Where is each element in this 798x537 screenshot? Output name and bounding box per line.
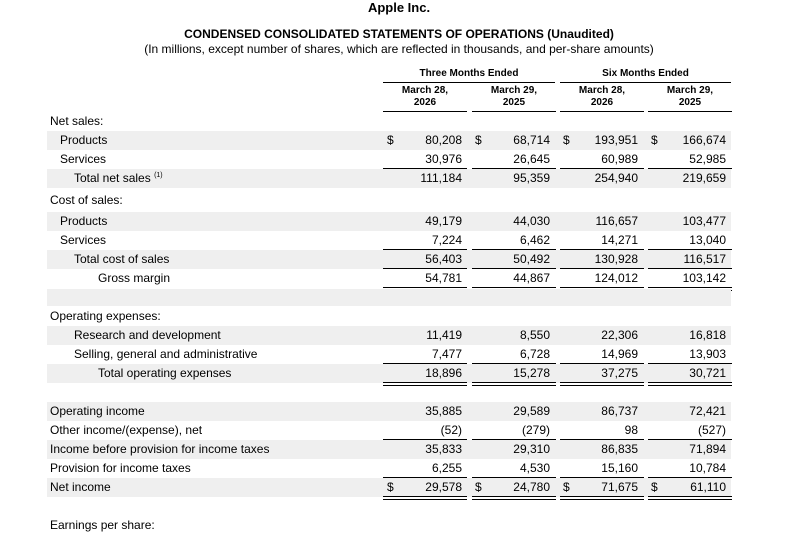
dollar-sign: $ xyxy=(651,480,658,494)
table-row-total-cost-of-sales xyxy=(47,250,731,269)
value-cell: 219,659 xyxy=(682,171,726,185)
column-header: March 29, 2025 xyxy=(490,85,538,108)
value-cell: 54,781 xyxy=(425,271,462,285)
row-label: Services xyxy=(60,152,107,166)
table-row-total-net-sales xyxy=(47,169,731,188)
value-cell: 72,421 xyxy=(689,404,726,418)
table-row-total-operating-expenses xyxy=(47,364,731,383)
value-cell: 11,419 xyxy=(426,328,462,342)
spacer-row xyxy=(47,289,731,306)
value-cell: 14,271 xyxy=(601,233,638,247)
double-underline xyxy=(472,382,556,386)
value-cell: 98 xyxy=(624,423,638,437)
double-underline xyxy=(648,382,732,386)
row-label: Total cost of sales xyxy=(74,252,170,266)
dollar-sign: $ xyxy=(475,480,482,494)
dollar-sign: $ xyxy=(387,133,394,147)
column-header: March 28, 2026 xyxy=(578,85,626,108)
dollar-sign: $ xyxy=(387,480,394,494)
value-cell: 103,142 xyxy=(682,271,726,285)
table-row-sga xyxy=(47,345,731,364)
statement-title: CONDENSED CONSOLIDATED STATEMENTS OF OPERATIONS (Unaudited) xyxy=(184,27,614,41)
value-cell: (527) xyxy=(697,423,726,437)
value-cell: 16,818 xyxy=(689,328,726,342)
value-cell: 15,278 xyxy=(513,366,550,380)
double-underline xyxy=(383,496,467,500)
table-row-research-development xyxy=(47,326,731,345)
value-cell: 24,780 xyxy=(513,480,550,494)
period-header-three-months: Three Months Ended xyxy=(419,68,519,79)
row-label: Other income/(expense), net xyxy=(50,423,203,437)
value-cell: 26,645 xyxy=(513,152,550,166)
table-row-services-cost xyxy=(47,231,731,250)
value-cell: 71,675 xyxy=(601,480,638,494)
table-row-eps-heading xyxy=(47,516,731,535)
column-header: March 29, 2025 xyxy=(666,85,714,108)
row-label: Earnings per share: xyxy=(50,518,155,532)
value-cell: 7,477 xyxy=(431,347,462,361)
period-header-six-months: Six Months Ended xyxy=(602,68,689,79)
value-cell: 52,985 xyxy=(689,152,726,166)
value-cell: 6,462 xyxy=(519,233,550,247)
value-cell: 44,030 xyxy=(513,214,550,228)
value-cell: 14,969 xyxy=(601,347,638,361)
value-cell: 10,784 xyxy=(689,461,726,475)
value-cell: 6,255 xyxy=(431,461,462,475)
row-label: Research and development xyxy=(74,328,221,342)
value-cell: (52) xyxy=(440,423,462,437)
value-cell: 95,359 xyxy=(513,171,550,185)
value-cell: 4,530 xyxy=(519,461,550,475)
row-label: Total operating expenses xyxy=(98,366,232,380)
value-cell: 254,940 xyxy=(594,171,638,185)
value-cell: (279) xyxy=(521,423,550,437)
double-underline xyxy=(383,382,467,386)
value-cell: 29,578 xyxy=(425,480,462,494)
value-cell: 80,208 xyxy=(425,133,462,147)
value-cell: 29,310 xyxy=(513,442,550,456)
table-row-operating-expenses-heading xyxy=(47,307,731,326)
value-cell: 71,894 xyxy=(689,442,726,456)
dollar-sign: $ xyxy=(563,133,570,147)
double-underline xyxy=(560,496,644,500)
table-row-products-sales xyxy=(47,131,731,150)
value-cell: 6,728 xyxy=(519,347,550,361)
value-cell: 49,179 xyxy=(425,214,462,228)
value-cell: 60,989 xyxy=(601,152,638,166)
row-label: Operating expenses: xyxy=(50,309,161,323)
table-row-income-before-taxes xyxy=(47,440,731,459)
value-cell: 22,306 xyxy=(601,328,638,342)
column-header: March 28, 2026 xyxy=(401,85,449,108)
value-cell: 68,714 xyxy=(513,133,550,147)
value-cell: 86,835 xyxy=(601,442,638,456)
value-cell: 56,403 xyxy=(425,252,462,266)
value-cell: 124,012 xyxy=(594,271,638,285)
table-row-gross-margin xyxy=(47,269,731,288)
dollar-sign: $ xyxy=(651,133,658,147)
table-row-other-income xyxy=(47,421,731,440)
row-label: Gross margin xyxy=(98,271,171,285)
row-label: Income before provision for income taxes xyxy=(50,442,270,456)
table-row-provision-taxes xyxy=(47,459,731,478)
row-label: Net sales: xyxy=(50,114,104,128)
double-underline xyxy=(472,496,556,500)
row-label: Selling, general and administrative xyxy=(74,347,258,361)
row-label: Total net sales $^{(1)}$ xyxy=(74,171,163,185)
table-row-net-income xyxy=(47,478,731,497)
table-row-cost-of-sales-heading xyxy=(47,191,731,210)
value-cell: 103,477 xyxy=(682,214,726,228)
value-cell: 30,721 xyxy=(689,366,726,380)
value-cell: 86,737 xyxy=(601,404,638,418)
value-cell: 30,976 xyxy=(425,152,462,166)
value-cell: 35,885 xyxy=(425,404,462,418)
table-row-products-cost xyxy=(47,212,731,231)
value-cell: 130,928 xyxy=(594,252,638,266)
period-underline xyxy=(560,82,731,83)
value-cell: 29,589 xyxy=(513,404,550,418)
row-label: Services xyxy=(60,233,107,247)
value-cell: 61,110 xyxy=(690,480,726,494)
value-cell: 50,492 xyxy=(513,252,550,266)
value-cell: 193,951 xyxy=(594,133,638,147)
value-cell: 37,275 xyxy=(601,366,638,380)
value-cell: 8,550 xyxy=(519,328,550,342)
table-row-net-sales-heading xyxy=(47,112,731,131)
value-cell: 15,160 xyxy=(601,461,638,475)
value-cell: 116,517 xyxy=(683,252,726,266)
row-label: Net income xyxy=(50,480,111,494)
value-cell: 13,903 xyxy=(689,347,726,361)
value-cell: 111,184 xyxy=(420,171,462,185)
table-row-services-sales xyxy=(47,150,731,169)
value-cell: 13,040 xyxy=(689,233,726,247)
value-cell: 7,224 xyxy=(431,233,462,247)
row-label: Products xyxy=(60,133,108,147)
double-underline xyxy=(560,382,644,386)
row-label: Products xyxy=(60,214,108,228)
footnote-marker: (1) xyxy=(154,172,163,179)
value-cell: 166,674 xyxy=(682,133,726,147)
value-cell: 18,896 xyxy=(425,366,462,380)
dollar-sign: $ xyxy=(563,480,570,494)
value-cell: 44,867 xyxy=(513,271,550,285)
double-underline xyxy=(648,496,732,500)
table-row-operating-income xyxy=(47,402,731,421)
row-label: Operating income xyxy=(50,404,145,418)
row-label: Provision for income taxes xyxy=(50,461,191,475)
dollar-sign: $ xyxy=(475,133,482,147)
period-underline xyxy=(383,82,555,83)
value-cell: 116,657 xyxy=(595,214,638,228)
company-name: Apple Inc. xyxy=(367,0,431,15)
row-label: Cost of sales: xyxy=(50,193,123,207)
statement-subtitle: (In millions, except number of shares, which are reflected in thousands, and per-share amounts) xyxy=(144,42,654,56)
value-cell: 35,833 xyxy=(425,442,462,456)
